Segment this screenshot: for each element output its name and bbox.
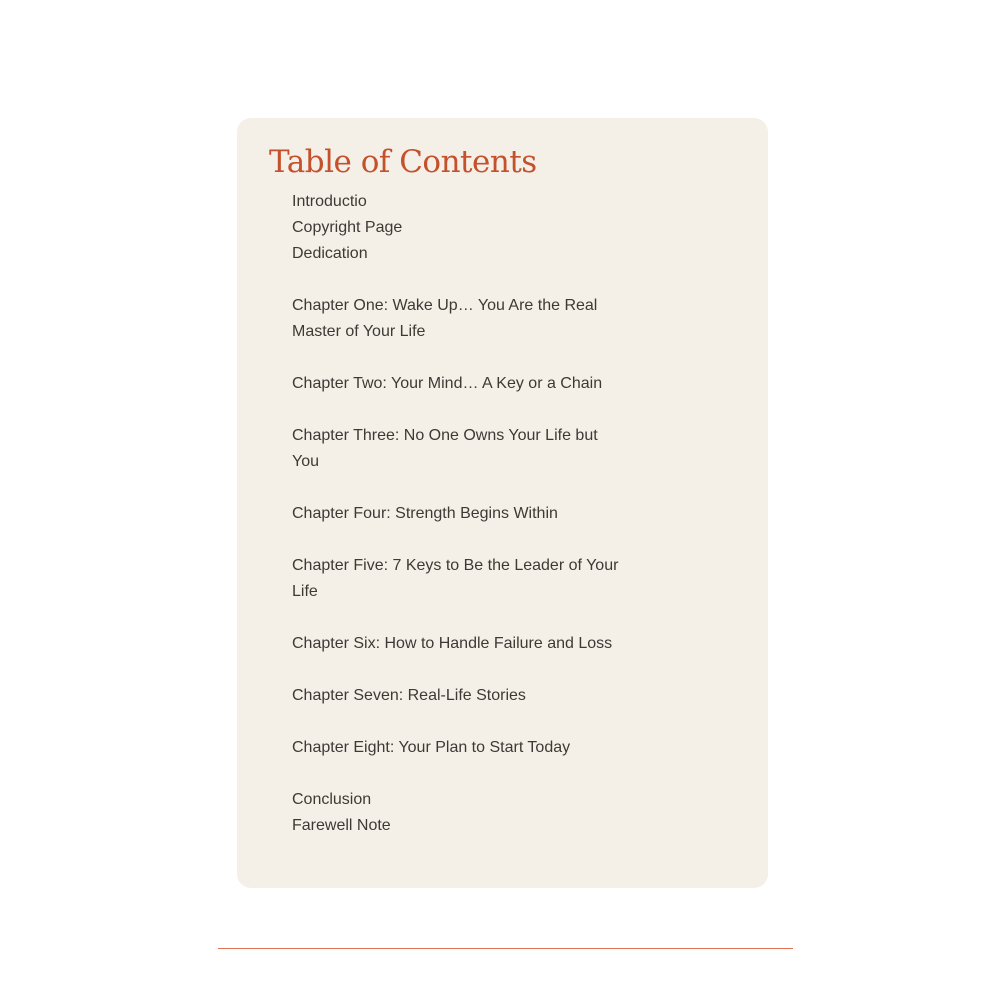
toc-entry-chapter-four: Chapter Four: Strength Begins Within — [292, 505, 558, 522]
toc-entry-chapter-three: Chapter Three: No One Owns Your Life but You — [292, 427, 598, 470]
toc-entry-farewell-note: Farewell Note — [292, 817, 391, 834]
toc-entry-chapter-five: Chapter Five: 7 Keys to Be the Leader of Your Life — [292, 557, 619, 600]
toc-entry-conclusion: Conclusion — [292, 791, 372, 808]
toc-entry-chapter-eight: Chapter Eight: Your Plan to Start Today — [292, 739, 571, 756]
toc-entry-introduction: Introductio — [292, 193, 367, 210]
toc-entry-copyright-page: Copyright Page — [292, 219, 403, 236]
toc-entry-chapter-six: Chapter Six: How to Handle Failure and Loss — [292, 635, 613, 652]
table-of-contents-card — [237, 118, 768, 888]
toc-entry-chapter-two: Chapter Two: Your Mind… A Key or a Chain — [292, 375, 603, 392]
toc-list — [292, 189, 622, 839]
toc-heading: Table of Contents — [269, 144, 537, 180]
toc-entry-dedication: Dedication — [292, 245, 368, 262]
footer-divider — [218, 948, 793, 949]
toc-entry-chapter-seven: Chapter Seven: Real-Life Stories — [292, 687, 526, 704]
toc-entry-chapter-one: Chapter One: Wake Up… You Are the Real Master of Your Life — [292, 297, 598, 340]
